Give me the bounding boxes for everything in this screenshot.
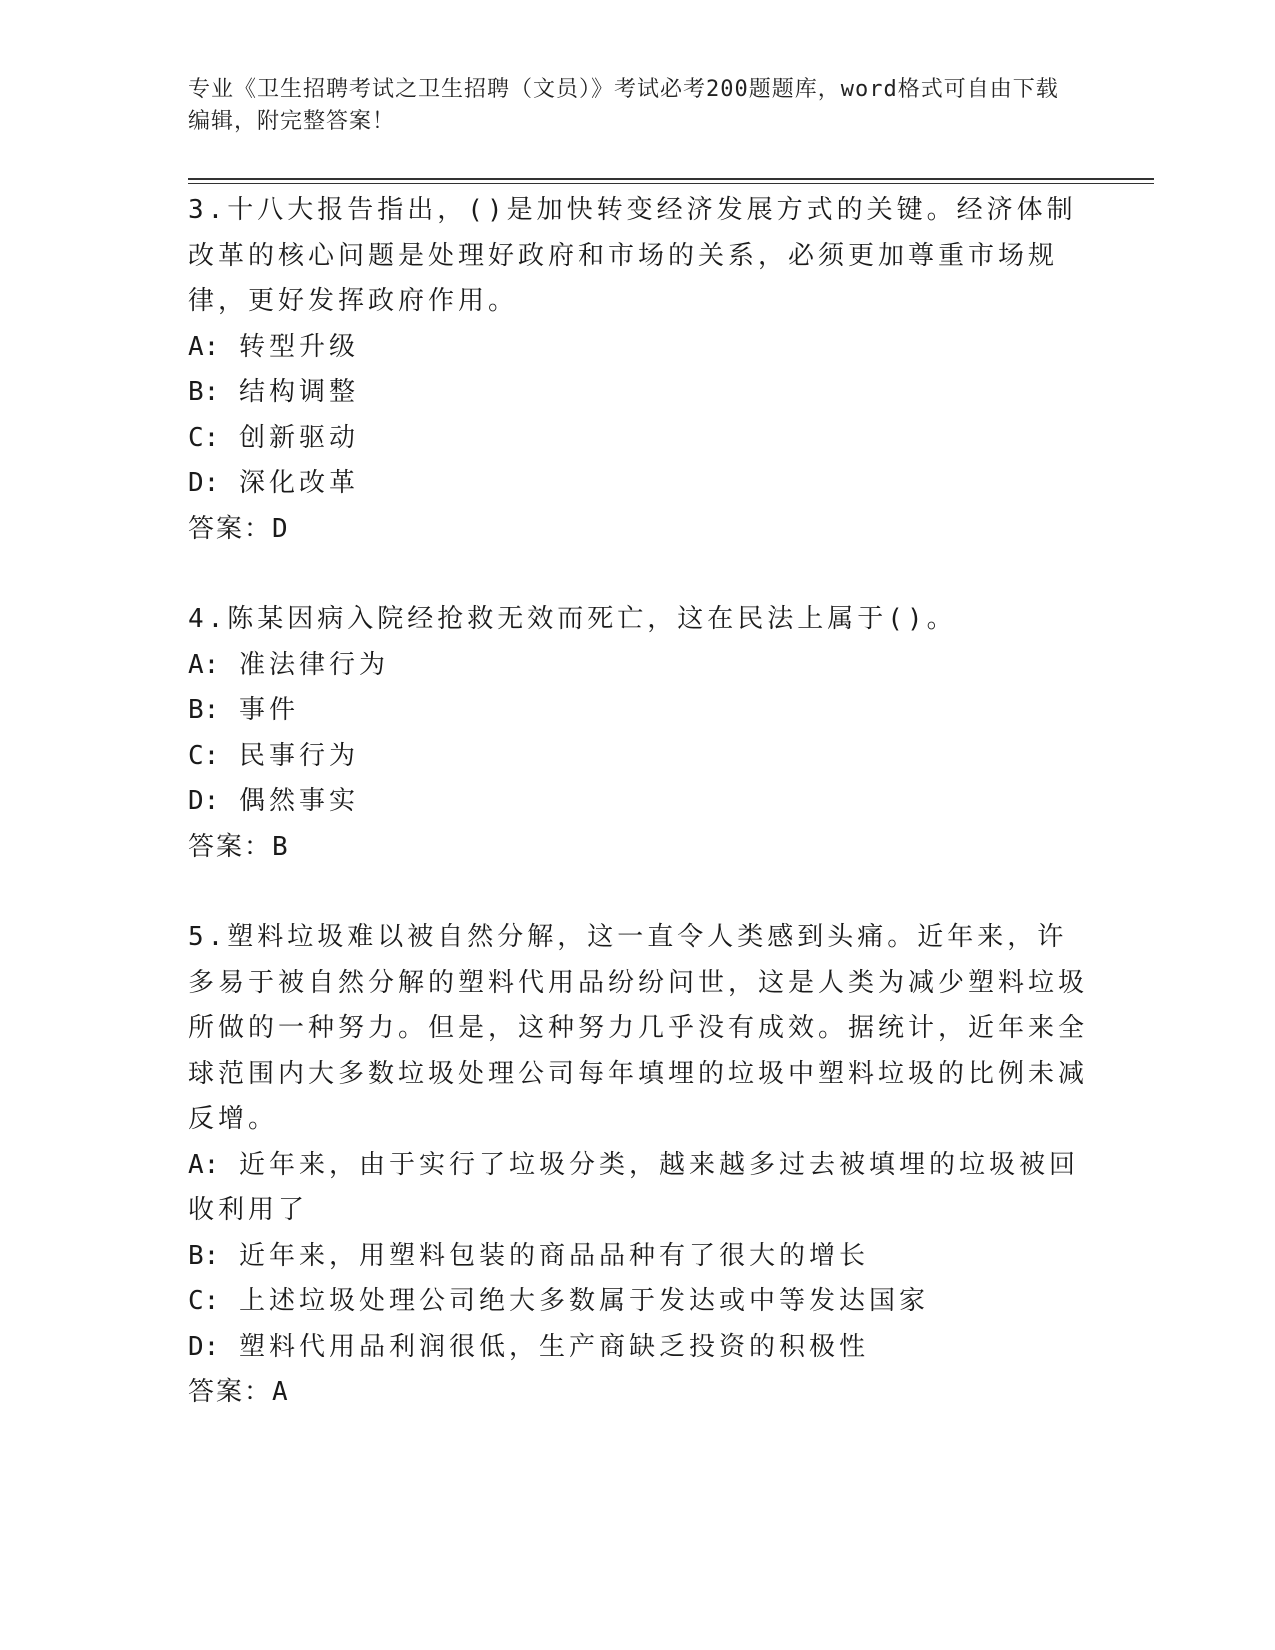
option-a bbox=[188, 1143, 1088, 1234]
question-text: 3.十八大报告指出，()是加快转变经济发展方式的关键。经济体制改革的核心问题是处理好政府和市场的关系，必须更加尊重市场规律，更好发挥政府作用。 bbox=[188, 195, 1077, 316]
option-text: 上述垃圾处理公司绝大多数属于发达或中等发达国家 bbox=[238, 1286, 929, 1316]
option-d bbox=[188, 779, 1088, 825]
option-key: C: bbox=[188, 1286, 220, 1316]
option-key: D: bbox=[188, 786, 220, 816]
option-text: 深化改革 bbox=[238, 468, 359, 498]
option-text: 准法律行为 bbox=[238, 649, 389, 680]
option-b bbox=[188, 1234, 1088, 1280]
option-text: 创新驱动 bbox=[238, 422, 359, 453]
option-c bbox=[188, 416, 1088, 462]
option-b bbox=[188, 370, 1088, 416]
option-text: 近年来，用塑料包装的商品品种有了很大的增长 bbox=[238, 1240, 869, 1271]
option-text: 结构调整 bbox=[238, 377, 359, 407]
option-d bbox=[188, 1325, 1088, 1371]
question-text: 4.陈某因病入院经抢救无效而死亡，这在民法上属于()。 bbox=[188, 604, 957, 634]
question-item bbox=[188, 597, 1088, 870]
option-text: 转型升级 bbox=[238, 331, 359, 362]
option-d bbox=[188, 461, 1088, 507]
option-text: 塑料代用品利润很低，生产商缺乏投资的积极性 bbox=[238, 1331, 869, 1362]
option-key: C: bbox=[188, 422, 220, 453]
answer-line: 答案：B bbox=[188, 831, 290, 862]
option-a bbox=[188, 643, 1088, 689]
option-key: A: bbox=[188, 1149, 220, 1180]
answer-line: 答案：A bbox=[188, 1377, 290, 1407]
question-text: 5.塑料垃圾难以被自然分解，这一直令人类感到头痛。近年来，许多易于被自然分解的塑料代用品纷纷问世，这是人类为减少塑料垃圾所做的一种努力。但是，这种努力几乎没有成效。据统计，近年来全球范围内大多数垃圾处理公司每年填埋的垃圾中塑料垃圾的比例未减反增。 bbox=[188, 922, 1089, 1134]
question-item bbox=[188, 915, 1088, 1416]
option-b bbox=[188, 688, 1088, 734]
question-item bbox=[188, 188, 1088, 552]
option-text: 近年来，由于实行了垃圾分类，越来越多过去被填埋的垃圾被回收利用了 bbox=[188, 1149, 1079, 1225]
option-key: A: bbox=[188, 331, 220, 362]
option-c bbox=[188, 1279, 1088, 1325]
option-key: D: bbox=[188, 1331, 220, 1362]
option-key: C: bbox=[188, 740, 220, 771]
option-c bbox=[188, 734, 1088, 780]
answer-line: 答案：D bbox=[188, 513, 290, 544]
option-text: 民事行为 bbox=[238, 740, 359, 771]
option-text: 偶然事实 bbox=[238, 786, 359, 816]
option-a bbox=[188, 325, 1088, 371]
option-key: B: bbox=[188, 695, 220, 725]
page-header: 专业《卫生招聘考试之卫生招聘（文员）》考试必考200题题库，word格式可自由下载编辑，附完整答案！ bbox=[188, 77, 1059, 134]
option-key: D: bbox=[188, 468, 220, 498]
option-key: A: bbox=[188, 649, 220, 680]
question-list bbox=[188, 188, 1088, 1416]
option-text: 事件 bbox=[238, 695, 299, 725]
option-key: B: bbox=[188, 377, 220, 407]
option-key: B: bbox=[188, 1240, 220, 1271]
header-divider bbox=[188, 178, 1154, 184]
